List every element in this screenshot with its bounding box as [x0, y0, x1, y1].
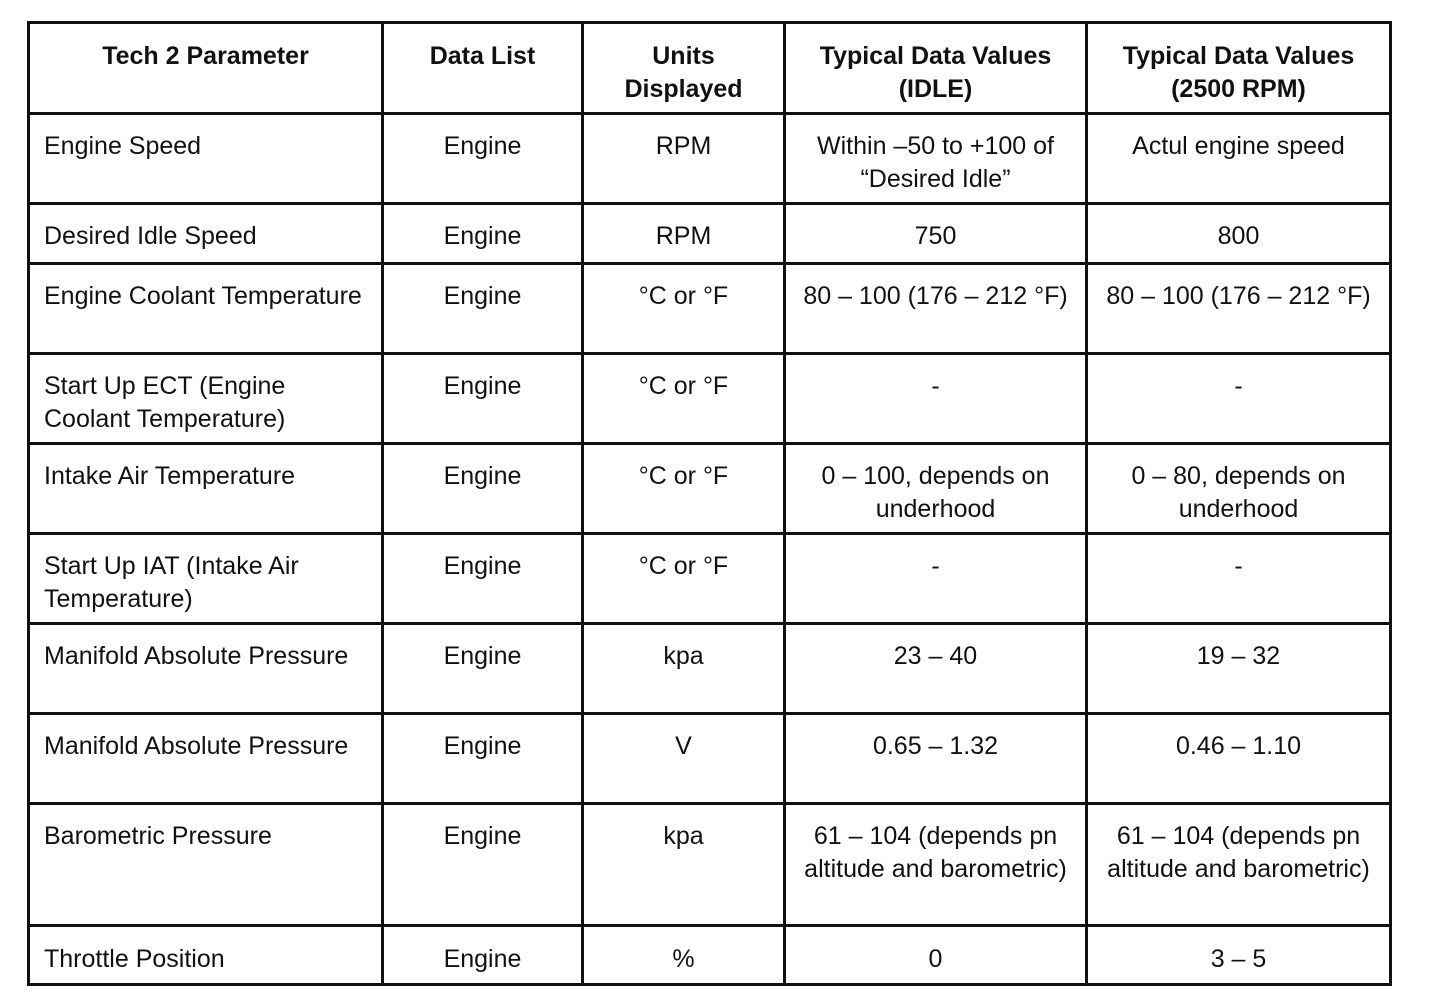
cell-units: kpa	[583, 804, 785, 926]
cell-units: RPM	[583, 114, 785, 204]
table-row	[29, 534, 1391, 624]
cell-idle-value: 0 – 100, depends on underhood	[785, 444, 1087, 534]
cell-units: kpa	[583, 624, 785, 714]
cell-data-list: Engine	[383, 714, 583, 804]
cell-idle-value: -	[785, 354, 1087, 444]
cell-parameter: Throttle Position	[29, 926, 383, 985]
cell-parameter: Desired Idle Speed	[29, 204, 383, 264]
cell-idle-value: 80 – 100 (176 – 212 °F)	[785, 264, 1087, 354]
table-row	[29, 354, 1391, 444]
cell-data-list: Engine	[383, 534, 583, 624]
cell-2500rpm-value: -	[1087, 354, 1391, 444]
cell-units: °C or °F	[583, 534, 785, 624]
cell-data-list: Engine	[383, 354, 583, 444]
cell-idle-value: 0	[785, 926, 1087, 985]
cell-idle-value: 0.65 – 1.32	[785, 714, 1087, 804]
cell-data-list: Engine	[383, 926, 583, 985]
cell-2500rpm-value: 19 – 32	[1087, 624, 1391, 714]
cell-data-list: Engine	[383, 804, 583, 926]
cell-2500rpm-value: 0 – 80, depends on underhood	[1087, 444, 1391, 534]
cell-2500rpm-value: Actul engine speed	[1087, 114, 1391, 204]
cell-parameter: Engine Coolant Temperature	[29, 264, 383, 354]
cell-parameter: Manifold Absolute Pressure	[29, 624, 383, 714]
table-row	[29, 624, 1391, 714]
cell-idle-value: 23 – 40	[785, 624, 1087, 714]
cell-units: V	[583, 714, 785, 804]
cell-2500rpm-value: 61 – 104 (depends pn altitude and barometric)	[1087, 804, 1391, 926]
cell-units: °C or °F	[583, 264, 785, 354]
data-table-container	[27, 21, 1392, 986]
cell-idle-value: -	[785, 534, 1087, 624]
table-row	[29, 114, 1391, 204]
cell-2500rpm-value: 80 – 100 (176 – 212 °F)	[1087, 264, 1391, 354]
cell-2500rpm-value: -	[1087, 534, 1391, 624]
table-row	[29, 714, 1391, 804]
table-row	[29, 444, 1391, 534]
cell-data-list: Engine	[383, 444, 583, 534]
cell-idle-value: 750	[785, 204, 1087, 264]
cell-idle-value: Within –50 to +100 of “Desired Idle”	[785, 114, 1087, 204]
cell-units: °C or °F	[583, 444, 785, 534]
table-row	[29, 264, 1391, 354]
table-row	[29, 204, 1391, 264]
cell-2500rpm-value: 0.46 – 1.10	[1087, 714, 1391, 804]
cell-2500rpm-value: 800	[1087, 204, 1391, 264]
cell-data-list: Engine	[383, 264, 583, 354]
cell-idle-value: 61 – 104 (depends pn altitude and barometric)	[785, 804, 1087, 926]
header-data-list: Data List	[383, 23, 583, 114]
header-typical-idle: Typical Data Values (IDLE)	[785, 23, 1087, 114]
header-row	[29, 23, 1391, 114]
header-tech2-parameter: Tech 2 Parameter	[29, 23, 383, 114]
cell-2500rpm-value: 3 – 5	[1087, 926, 1391, 985]
cell-parameter: Intake Air Temperature	[29, 444, 383, 534]
table-row	[29, 804, 1391, 926]
cell-parameter: Start Up IAT (Intake Air Temperature)	[29, 534, 383, 624]
header-typical-2500rpm: Typical Data Values (2500 RPM)	[1087, 23, 1391, 114]
cell-parameter: Barometric Pressure	[29, 804, 383, 926]
tech2-parameter-table	[27, 21, 1392, 986]
cell-data-list: Engine	[383, 624, 583, 714]
cell-data-list: Engine	[383, 204, 583, 264]
cell-units: RPM	[583, 204, 785, 264]
cell-parameter: Manifold Absolute Pressure	[29, 714, 383, 804]
cell-units: %	[583, 926, 785, 985]
header-units-displayed: Units Displayed	[583, 23, 785, 114]
cell-parameter: Start Up ECT (Engine Coolant Temperature)	[29, 354, 383, 444]
table-row	[29, 926, 1391, 985]
cell-parameter: Engine Speed	[29, 114, 383, 204]
cell-units: °C or °F	[583, 354, 785, 444]
cell-data-list: Engine	[383, 114, 583, 204]
